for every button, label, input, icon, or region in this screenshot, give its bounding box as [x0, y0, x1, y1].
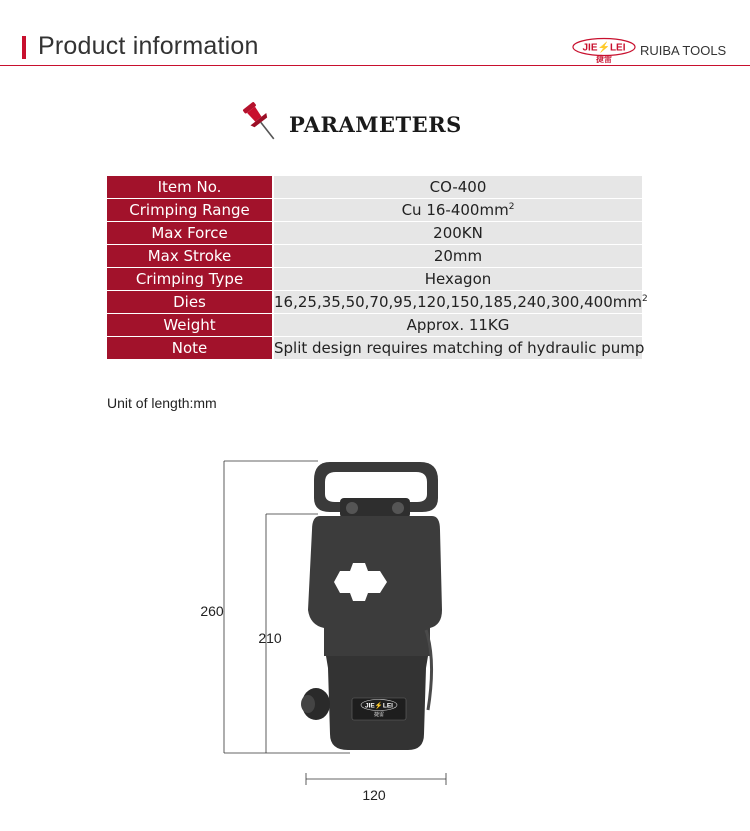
nameplate-subtext: 捷雷 [373, 712, 385, 718]
jielei-logo [571, 37, 637, 65]
parameters-heading [240, 100, 500, 148]
spec-row [107, 176, 642, 198]
height-260-label: 260 [200, 603, 224, 619]
spec-value [274, 268, 642, 290]
spec-table [107, 176, 648, 360]
spec-value-text: Approx. 11KG [406, 316, 510, 334]
spec-value-text: CO-400 [429, 178, 487, 196]
spec-value-text: Cu 16-400mm [401, 201, 509, 219]
spec-label: Item No. [107, 176, 272, 198]
logo-subtext: 捷雷 [596, 55, 612, 64]
spec-value-text: 200KN [433, 224, 483, 242]
spec-value [274, 176, 642, 198]
page-title: Product information [38, 32, 259, 60]
spec-value-text: Split design requires matching of hydraulic pump [274, 339, 645, 357]
spec-value-text: 16,25,35,50,70,95,120,150,185,240,300,400mm [274, 293, 642, 311]
parameters-title: PARAMETERS [289, 112, 462, 137]
width-120-label: 120 [362, 787, 386, 803]
height-210-label: 210 [258, 630, 282, 646]
spec-value [274, 199, 642, 221]
spec-label: Crimping Range [107, 199, 272, 221]
logo-text: JIE⚡LEI [582, 42, 626, 54]
spec-label: Weight [107, 314, 272, 336]
spec-value [274, 337, 645, 359]
spec-row [107, 222, 642, 244]
spec-value [274, 222, 642, 244]
spec-label: Dies [107, 291, 272, 313]
spec-value-superscript: 2 [508, 202, 515, 212]
spec-row [107, 245, 642, 267]
page-header [0, 0, 750, 66]
spec-label: Crimping Type [107, 268, 272, 290]
spec-value-text: Hexagon [424, 270, 492, 288]
spec-value [274, 291, 648, 313]
unit-note: Unit of length:mm [107, 395, 217, 411]
spec-value [274, 314, 642, 336]
spec-row [107, 199, 642, 221]
spec-label: Max Force [107, 222, 272, 244]
spec-row [107, 268, 642, 290]
spec-row [107, 314, 642, 336]
spec-label: Note [107, 337, 272, 359]
pushpin-icon [240, 100, 278, 146]
brand-name: RUIBA TOOLS [640, 43, 727, 58]
crimping-tool-image [301, 462, 442, 750]
spec-label: Max Stroke [107, 245, 272, 267]
header-accent-bar [22, 36, 26, 59]
spec-value [274, 245, 642, 267]
spec-row [107, 291, 648, 313]
tool-dimension-diagram [200, 450, 460, 810]
spec-row [107, 337, 645, 359]
nameplate-text: JIE⚡LEI [365, 702, 393, 710]
spec-value-superscript: 2 [641, 294, 648, 304]
spec-value-text: 20mm [433, 247, 483, 265]
